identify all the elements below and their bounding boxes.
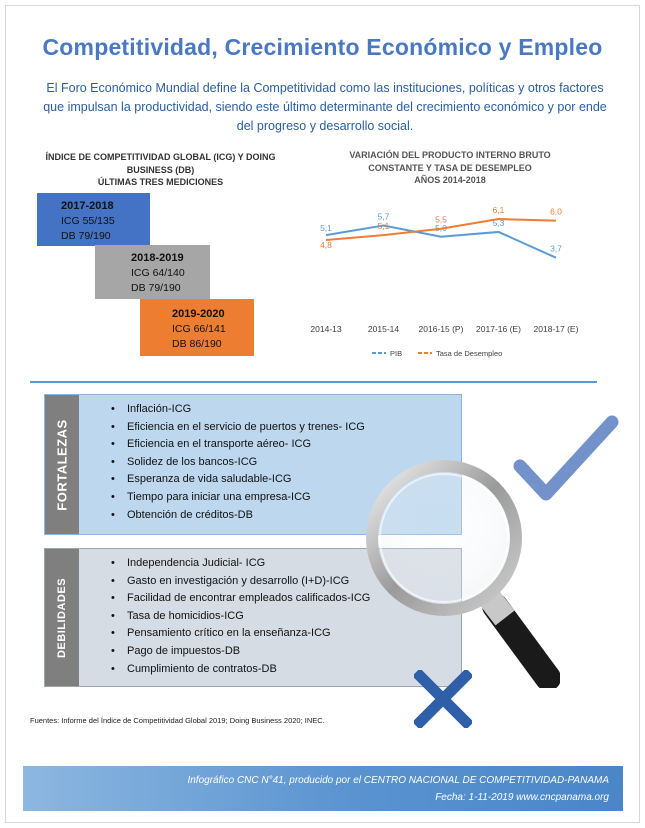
data-label: 6,0 xyxy=(550,206,562,217)
list-item: • Eficiencia en el servicio de puertos y trenes- ICG xyxy=(111,419,365,437)
data-label: 5,3 xyxy=(492,217,505,228)
x-tick-label: 2017-16 (E) xyxy=(476,324,521,334)
list-item: • Eficiencia en el transporte aéreo- ICG xyxy=(111,436,365,454)
icg-heading xyxy=(38,151,283,189)
list-item: • Solidez de los bancos-ICG xyxy=(111,454,365,472)
strengths-side-label xyxy=(45,395,79,534)
x-mark-icon xyxy=(414,670,472,728)
chart-heading-line3: AÑOS 2014-2018 xyxy=(414,175,486,185)
weaknesses-label: DEBILIDADES xyxy=(56,577,68,658)
intro-paragraph: El Foro Económico Mundial define la Competitividad como las instituciones, políticas y otros factores que impulsan la productividad, siendo este último determinante del crecimiento económico y por ende del progreso y desarrollo social. xyxy=(43,81,607,133)
chart-heading-line2: CONSTANTE Y TASA DE DESEMPLEO xyxy=(368,162,532,173)
data-label: 5,7 xyxy=(377,211,390,222)
data-label: 5,1 xyxy=(320,223,332,234)
weaknesses-side-label xyxy=(45,549,79,686)
measurement-year: 2019-2020 xyxy=(172,308,225,320)
chart-heading xyxy=(325,149,575,187)
list-item: • Independencia Judicial- ICG xyxy=(111,555,370,573)
list-item: • Tasa de homicidios-ICG xyxy=(111,608,370,626)
x-tick-label: 2016-15 (P) xyxy=(418,324,464,334)
footer-credit: Infográfico CNC N°41, producido por el CENTRO NACIONAL DE COMPETITIVIDAD-PANAMA xyxy=(187,775,609,786)
icg-heading-line1: ÍNDICE DE COMPETITIVIDAD GLOBAL (ICG) Y DOING xyxy=(45,152,276,162)
list-item: • Esperanza de vida saludable-ICG xyxy=(111,471,365,489)
measurement-box-2019-2020 xyxy=(140,299,254,356)
measurement-db: DB 86/190 xyxy=(172,338,222,350)
x-tick-label: 2018-17 (E) xyxy=(533,324,579,334)
footer-bar xyxy=(23,766,623,811)
data-label: 3,7 xyxy=(550,243,562,254)
data-label: 5,5 xyxy=(435,214,447,225)
list-item: • Facilidad de encontrar empleados calificados-ICG xyxy=(111,590,370,608)
weaknesses-list xyxy=(111,555,370,678)
measurement-year: 2017-2018 xyxy=(61,200,114,212)
data-label: 5,1 xyxy=(377,221,390,232)
list-item: • Cumplimiento de contratos-DB xyxy=(111,661,370,679)
measurement-icg: ICG 55/135 xyxy=(61,215,115,227)
list-item: • Obtención de créditos-DB xyxy=(111,507,365,525)
list-item: • Tiempo para iniciar una empresa-ICG xyxy=(111,489,365,507)
x-tick-label: 2014-13 xyxy=(310,324,342,334)
list-item: • Pago de impuestos-DB xyxy=(111,643,370,661)
list-item: • Gasto en investigación y desarrollo (I+D)-ICG xyxy=(111,573,370,591)
section-divider xyxy=(30,381,597,383)
strengths-label: FORTALEZAS xyxy=(54,418,70,511)
data-label: 5,0 xyxy=(435,222,447,233)
x-tick-label: 2015-14 xyxy=(367,324,400,334)
measurement-icg: ICG 64/140 xyxy=(131,267,185,279)
pib-unemployment-chart xyxy=(296,196,606,366)
legend-label: PIB xyxy=(390,349,403,358)
strengths-list xyxy=(111,401,365,524)
measurement-box-2018-2019 xyxy=(95,245,210,299)
data-label: 6,1 xyxy=(492,205,505,216)
magnifying-glass-icon xyxy=(360,456,560,688)
footer-date-url: Fecha: 1-11-2019 www.cncpanama.org xyxy=(435,792,609,803)
icg-heading-line2: BUSINESS (DB) xyxy=(126,164,195,175)
list-item: • Inflación-ICG xyxy=(111,401,365,419)
icg-heading-line3: ÚLTIMAS TRES MEDICIONES xyxy=(97,177,224,187)
measurement-year: 2018-2019 xyxy=(131,252,184,264)
sources-note: Fuentes: Informe del Índice de Competitividad Global 2019; Doing Business 2020; INEC. xyxy=(30,716,325,725)
measurement-db: DB 79/190 xyxy=(61,230,111,242)
page-title: Competitividad, Crecimiento Económico y Empleo xyxy=(42,34,603,60)
measurement-box-2017-2018 xyxy=(37,193,150,246)
measurement-icg: ICG 66/141 xyxy=(172,323,226,335)
measurement-db: DB 79/190 xyxy=(131,282,181,294)
data-label: 4,8 xyxy=(320,240,332,250)
legend-label: Tasa de Desempleo xyxy=(436,349,503,358)
list-item: • Pensamiento crítico en la enseñanza-ICG xyxy=(111,625,370,643)
chart-heading-line1: VARIACIÓN DEL PRODUCTO INTERNO BRUTO xyxy=(349,150,551,160)
